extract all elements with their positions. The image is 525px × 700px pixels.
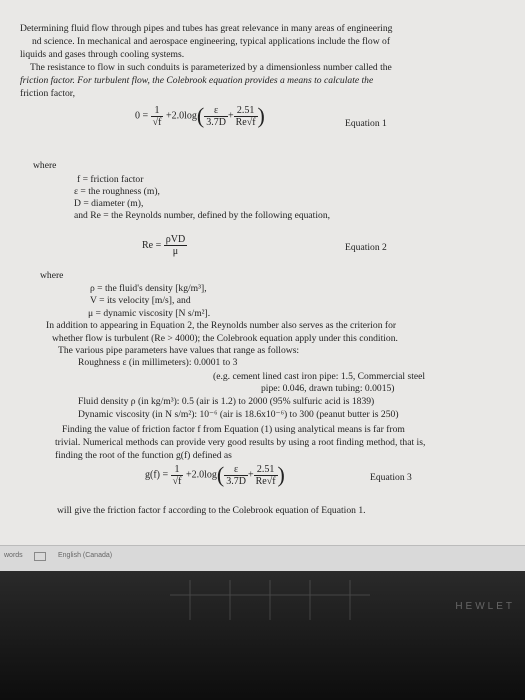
equation-1: 0 = $\frac{1}{√f}$ +2.0log( $\frac{\varepsilon}{3.7D}$ + $\frac{2.51}{Re√f}$ )	[135, 103, 265, 128]
eq1-den: √f	[152, 116, 162, 128]
eq1-num: 2.51	[234, 105, 258, 117]
eq3-den: 3.7D	[226, 475, 246, 487]
eq1-plus: +	[227, 110, 234, 122]
paragraph-line: trivial. Numerical methods can provide very good results by using a root finding method, that is,	[55, 437, 426, 448]
eq3-num: 2.51	[254, 464, 278, 476]
equation-2-label: Equation 2	[345, 242, 387, 253]
definition-d: D = diameter (m),	[74, 198, 144, 209]
paragraph-line: nd science. In mechanical and aerospace engineering, typical applications include the flow of	[32, 36, 391, 47]
definition-re: and Re = the Reynolds number, defined by the following equation,	[74, 210, 331, 221]
definition-f: f = friction factor	[77, 174, 144, 185]
eq1-lhs: 0 =	[135, 110, 149, 122]
eq3-lhs: g(f) =	[145, 469, 169, 481]
equation-2	[142, 234, 187, 257]
roughness-range: Roughness ε (in millimeters): 0.0001 to 3	[78, 357, 238, 368]
eq3-num: 1	[171, 464, 184, 476]
language-indicator[interactable]: English (Canada)	[58, 552, 113, 559]
paragraph-line: friction factor,	[20, 88, 76, 99]
paragraph-line: In addition to appearing in Equation 2, the Reynolds number also serves as the criterion for	[46, 320, 397, 331]
paragraph-line: Finding the value of friction factor f from Equation (1) using analytical means is far from	[62, 424, 405, 435]
eq3-log: +2.0log	[185, 469, 217, 481]
eq3-num: ε	[224, 464, 248, 476]
paragraph-line: The resistance to flow in such conduits is parameterized by a dimensionless number called the	[30, 62, 392, 73]
eq3-den: √f	[172, 475, 182, 487]
paragraph-line: The various pipe parameters have values that range as follows:	[58, 345, 300, 356]
eq1-den: Re√f	[235, 116, 256, 128]
where-label: where	[33, 160, 57, 171]
definition-rho: ρ = the fluid's density [kg/m³],	[90, 283, 207, 294]
proofing-icon[interactable]	[34, 552, 46, 561]
paragraph-line: will give the friction factor f according to the Colebrook equation of Equation 1.	[57, 505, 366, 516]
eq2-num: ρVD	[165, 234, 186, 245]
eq1-den: 3.7D	[206, 116, 226, 128]
brand-logo: HEWLET	[455, 601, 515, 612]
eq2-lhs: Re =	[142, 239, 162, 251]
equation-3: g(f) = $\frac{1}{√f}$ +2.0log( $\frac{\varepsilon}{3.7D}$ + $\frac{2.51}{Re√f}$ )	[145, 462, 285, 487]
equation-1-label: Equation 1	[345, 118, 387, 129]
definition-mu: μ = dynamic viscosity [N s/m²].	[88, 308, 211, 319]
roughness-example: pipe: 0.046, drawn tubing: 0.0015)	[261, 383, 395, 394]
definition-v: V = its velocity [m/s], and	[90, 295, 191, 306]
keyboard-reflection	[170, 580, 370, 620]
paragraph-line: whether flow is turbulent (Re > 4000); the Colebrook equation apply under this condition.	[52, 333, 398, 344]
eq1-num: ε	[204, 105, 228, 117]
equation-3-label: Equation 3	[370, 472, 412, 483]
word-count[interactable]: words	[4, 552, 23, 559]
paragraph-line: friction factor. For turbulent flow, the Colebrook equation provides a means to calculate the	[20, 75, 374, 86]
viscosity-range: Dynamic viscosity (in N s/m²): 10⁻⁶ (air is 18.6x10⁻⁶) to 300 (peanut butter is 250)	[78, 409, 399, 420]
density-range: Fluid density ρ (in kg/m³): 0.5 (air is 1.2) to 2000 (95% sulfuric acid is 1839)	[78, 396, 375, 407]
paragraph-line: liquids and gases through cooling systems.	[20, 49, 185, 60]
status-bar	[0, 545, 525, 572]
eq2-den: μ	[172, 246, 179, 257]
paragraph-line: finding the root of the function g(f) defined as	[55, 450, 232, 461]
eq3-plus: +	[247, 469, 254, 481]
eq1-num: 1	[151, 105, 164, 117]
eq3-den: Re√f	[255, 475, 276, 487]
roughness-example: (e.g. cement lined cast iron pipe: 1.5, Commercial steel	[213, 371, 426, 382]
paragraph-line: Determining fluid flow through pipes and tubes has great relevance in many areas of engineering	[20, 23, 393, 34]
laptop-bezel	[0, 571, 525, 700]
definition-eps: ε = the roughness (m),	[74, 186, 160, 197]
eq1-log: +2.0log	[165, 110, 197, 122]
where-label: where	[40, 270, 64, 281]
